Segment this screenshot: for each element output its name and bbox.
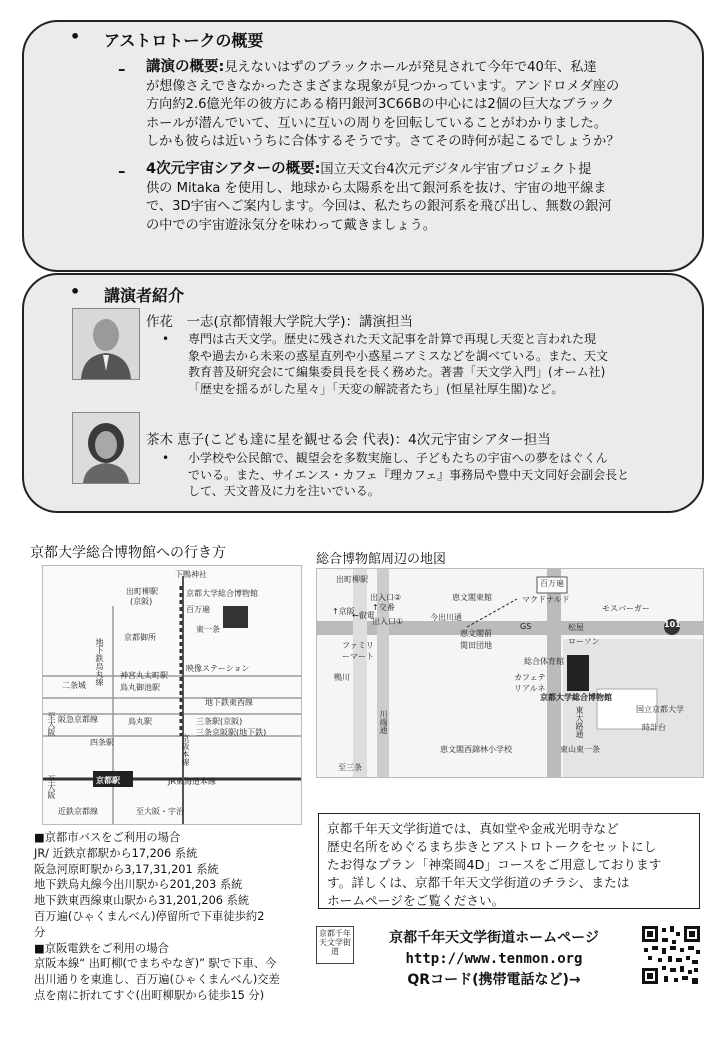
bus-line: 分 [34,925,46,939]
map-label: JR東海道本線 [168,777,216,786]
map-label: マクドナルド [522,595,570,604]
talk-line-1: が想像さえできなかったさまざまな現象が見つかっています。アンドロメダ座の [146,78,620,94]
map-label: 阪急京都線 [58,715,98,724]
map-label: 京都御所 [124,633,156,642]
speaker-name-chaki: 茶木 恵子(こども達に星を観せる会 代表)：4次元宇宙シアター担当 [146,432,551,448]
overview-bullet: • [70,27,81,46]
theater-label: 4次元宇宙シアターの概要: [146,161,321,177]
overview-title: アストロトークの概要 [104,31,264,50]
map-label: 恵文閣西錦林小学校 [440,745,512,754]
train-header: ■京阪電鉄をご利用の場合 [34,941,169,955]
map-label: ←叡電 [352,611,375,620]
map-label: 至三条 [338,763,362,772]
seal-text: 京都千年天文学街道 [319,929,351,956]
speaker-photo-sakuhana [72,308,140,380]
bio-line: でいる。また、サイエンス・カフェ『理カフェ』事務局や豊中天文同好会副会長と [188,467,630,482]
speaker-bio-sakuhana [188,331,698,397]
homepage-title: 京都千年天文学街道ホームページ [389,930,599,946]
area-map-title: 総合博物館周辺の地図 [316,552,447,567]
bio-line: 「歴史を揺るがした星々」「天変の解読者たち」(恒星社厚生閣)など。 [188,381,564,396]
map-label: (京阪) [130,597,153,606]
map-label: 至大阪 [47,775,56,799]
map-label: 東大路通 [575,706,584,738]
speakers-title: 講演者紹介 [104,286,185,305]
qr-note: QRコード(携帯電話など)→ [407,972,581,988]
map-label: 国立京都大学 [636,705,684,714]
map-label: カフェテリアルネ [514,673,546,693]
qr-code[interactable] [640,924,702,986]
bus-line: 百万遍(ひゃくまんべん)停留所で下車徒歩約2 [34,909,265,923]
map-label: 出入口② [370,593,402,602]
theater-line-1: 供の Mitaka を使用し、地球から太陽系を出て銀河系を抜け、宇宙の地平線ま [146,180,607,196]
bio-line: 小学校や公民館で、観望会を多数実施し、子どもたちの宇宙への夢をはぐくん [188,451,608,465]
theater-paragraph [146,160,694,235]
map-label: 至大阪・宇治 [136,807,184,816]
speaker-bullet-chaki: • [162,451,170,465]
talk-label: 講演の概要: [146,59,225,75]
map-label: 映像ステーション [186,664,250,673]
map-label: 東山東一条 [560,745,600,754]
talk-line-2: 方向約2.6億光年の彼方にある楕円銀河3C66Bの中心には2個の巨大なブラック [146,97,615,112]
info-line: す。詳しくは、京都千年天文学街道のチラシ、または [327,875,630,890]
map-label: GS [520,622,532,631]
map-label: 東一条 [196,625,220,634]
info-line: 歴史名所をめぐるまち歩きとアストロトークをセットにし [327,839,657,854]
train-line: 京阪本線“ 出町柳(でまちやなぎ)” 駅で下車、今 [34,957,277,971]
speaker-bullet-sakuhana: • [162,332,170,346]
map-label: 時計台 [642,723,666,732]
map-label: 至大阪 [47,712,56,736]
bio-line: して、天文普及に力を注いでいる。 [188,484,380,499]
homepage-block [356,928,632,991]
speaker-photo-chaki [72,412,140,484]
map-label: ↑交番 [372,603,395,612]
map-label: 地下鉄東西線 [205,698,253,707]
map-label: 近鉄京都線 [58,807,98,816]
map-label: 101 [664,620,681,629]
bus-line: 地下鉄烏丸線今出川駅から201,203 系統 [34,878,243,892]
map-label: 京都大学総合博物館 [186,589,258,598]
map-label: ファミリーマート [342,641,374,661]
map-label: 今出川通 [430,613,462,622]
bus-line: 阪急河原町駅から3,17,31,201 系統 [34,862,219,876]
map-label: 川端通 [379,710,388,734]
info-box [318,813,700,909]
map-label: 二条城 [62,681,86,690]
map-label: 京都大学総合博物館 [540,693,612,702]
map-label: 総合体育館 [524,657,564,666]
theater-line-3: の中での宇宙遊泳気分を味わって戴きましょう。 [146,217,436,233]
map-label: 鴨川 [334,673,350,682]
train-line: 出川通りを東進し、百万遍(ひゃくまんべん)交差 [34,973,280,987]
map-label: 四条駅 [90,738,114,747]
train-line: 点を南に折れてすぐ(出町柳駅から徒歩15 分) [34,988,265,1002]
info-line: たお得なプラン「神楽岡4D」コースをご用意しております [327,857,662,872]
map-label: 恵文閣東館 [452,593,492,602]
map-label: 松屋 [568,623,584,632]
theater-line-2: で、3D宇宙へご案内します。今回は、私たちの銀河系を飛び出し、無数の銀河 [146,199,612,214]
speaker-bio-chaki [188,450,698,500]
talk-line-0: 見えないはずのブラックホールが発見されて今年で40年、私達 [224,60,597,75]
map-label: 百万遍 [540,579,564,588]
map-label: 地下鉄烏丸線 [95,638,104,686]
theater-dash: – [118,162,126,180]
talk-paragraph [146,58,694,152]
map-label: 京阪本線 [181,734,190,766]
map-label: 出町柳駅 [126,587,158,596]
directions-title: 京都大学総合博物館への行き方 [30,545,226,561]
map-label: 下鴨神社 [175,570,207,579]
access-info [34,830,310,1004]
map-label: 関田団地 [460,641,492,650]
info-line: ホームページをご覧ください。 [327,893,505,908]
talk-line-4: しかも彼らは近いうちに合体するそうです。さてその時何が起こるでしょうか？ [146,134,620,149]
map-label: 恵文閣前 [460,629,492,638]
map-label: 京都駅 [96,776,120,785]
speaker-name-sakuhana: 作花 一志(京都情報大学院大学)：講演担当 [146,314,414,330]
map-label: 鳥丸駅 [128,717,152,726]
bio-line: 専門は古天文学。歴史に残された天文記事を計算で再現し天変と言われた現 [188,332,597,346]
theater-line-0: 国立天文台4次元デジタル宇宙プロジェクト提 [320,162,592,177]
talk-line-3: ホールが潜んでいて、互いに互いの周りを回転していることがわかりました。 [146,115,608,131]
map-label: 三条京阪駅(地下鉄) [196,728,267,737]
map-label: 出町柳駅 [336,575,368,584]
bus-line: 地下鉄東西線東山駅から31,201,206 系統 [34,894,250,908]
map-label: 神宮丸太町駅 [120,671,168,680]
map-label: モスバーガー [602,604,650,613]
map-label: 三条駅(京阪) [196,717,243,726]
speakers-bullet: • [70,282,81,301]
bus-line: JR/ 近鉄京都駅から17,206 系統 [34,846,198,860]
map-label: 百万遍 [186,605,210,614]
info-line: 京都千年天文学街道では、真如堂や金戒光明寺など [327,821,619,836]
bio-line: 教育普及研究会にて編集委員長を長く務めた。著書「天文学入門」(オーム社) [188,365,606,380]
map-label: ローソン [568,637,600,646]
talk-dash: – [118,60,126,78]
map-label: 出入口① [372,617,404,626]
seal-logo [316,926,354,964]
bio-line: 象や過去から未来の惑星直列や小惑星ニアミスなどを調べている。また、天文 [188,348,609,363]
bus-header: ■京都市バスをご利用の場合 [34,831,181,844]
map-label: 鳥丸御池駅 [120,683,160,692]
homepage-url[interactable]: http://www.tenmon.org [405,951,583,967]
map-label: ↑京阪 [332,607,355,616]
